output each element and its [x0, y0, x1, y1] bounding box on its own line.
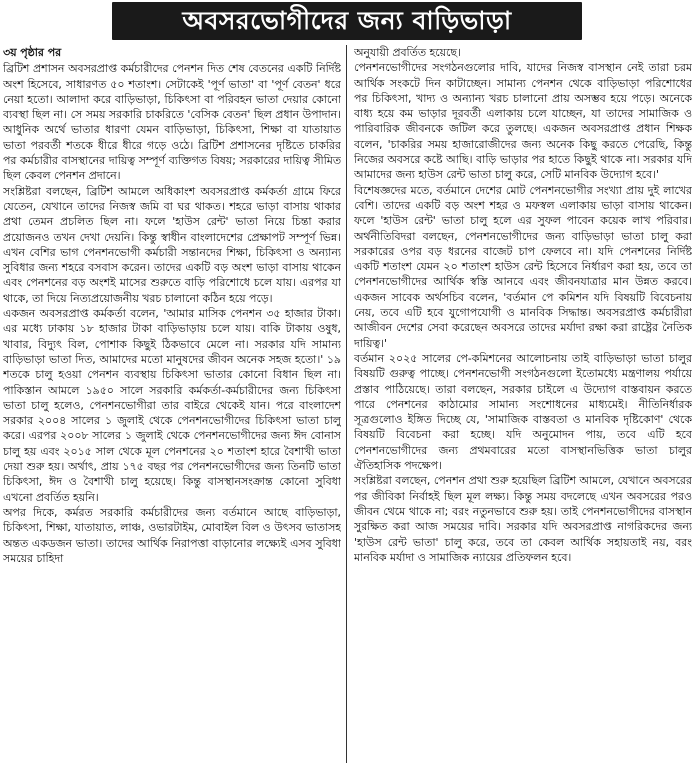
right-column	[354, 45, 692, 765]
paragraph: অনুযায়ী প্রবর্তিত হয়েছে।	[354, 46, 461, 59]
continuation-label: ৩য় পৃষ্ঠার পর	[3, 46, 62, 59]
paragraph: বিশেষজ্ঞদের মতে, বর্তমানে দেশের মোট পেনশনভোগীর সংখ্যা প্রায় দুই লাখের বেশি। তাদের একটি বড় অংশ শহর ও মফস্বল এলাকায় ভাড়া বাসায় থাকেন। ফলে 'হাউস রেন্ট' ভাতা চালু হলে এর সুফল পাবেন কয়েক লাখ পরিবার। অর্থনীতিবিদরা বলছেন, পেনশনভোগীদের জন্য বাড়িভাড়া ভাতা চালু করা সরকারের ওপর বড় ধরনের বাজেট চাপ ফেলবে না। যদি পেনশনের নির্দিষ্ট একটি শতাংশ যেমন ২০ শতাংশ হাউস রেন্ট হিসেবে নির্ধারণ করা হয়, তবে তা পেনশনভোগীদের আর্থিক স্বস্তি আনবে এবং জীবনযাত্রার মান উন্নত করবে। একজন সাবেক অর্থসচিব বলেন, 'বর্তমান পে কমিশন যদি বিষয়টি বিবেচনায় নেয়, তবে এটি হবে যুগোপযোগী ও মানবিক সিদ্ধান্ত। অবসরপ্রাপ্ত কর্মচারীরা আজীবন দেশের সেবা করেছেন অবসরে তাদের মর্যাদা রক্ষা করা রাষ্ট্রের নৈতিক দায়িত্ব।'	[354, 183, 692, 350]
headline-banner	[112, 2, 582, 40]
headline: অবসরভোগীদের জন্য বাড়িভাড়া	[182, 6, 512, 35]
paragraph: পেনশনভোগীদের সংগঠনগুলোর দাবি, যাদের নিজস্ব বাসস্থান নেই তারা চরম আর্থিক সংকটে দিন কাটাচ্ছেন। সামান্য পেনশন থেকে বাড়িভাড়া পরিশোধের পর চিকিৎসা, খাদ্য ও অন্যান্য খরচ চালানো প্রায় অসম্ভব হয়ে পড়ে। অনেকে বাধ্য হয়ে কম ভাড়ার দূরবর্তী এলাকায় চলে যাচ্ছেন, যা তাদের সামাজিক ও পারিবারিক জীবনকে জটিল করে তুলছে। একজন অবসরপ্রাপ্ত প্রধান শিক্ষক বলেন, 'চাকরির সময় হাজারোজীদের জন্য অনেক কিছু করতে পেরেছি, কিন্তু নিজের অবসরে কষ্টে আছি। বাড়ি ভাড়ার পর হাতে কিছুই থাকে না। সরকার যদি আমাদের জন্য হাউস রেন্ট ভাতা চালু করে, সেটি মানবিক উদ্যোগ হবে।'	[354, 61, 692, 182]
paragraph: বর্তমান ২০২৫ সালের পে-কমিশনের আলোচনায় তাই বাড়িভাড়া ভাতা চালুর বিষয়টি গুরুত্ব পাচ্ছে। পেনশনভোগী সংগঠনগুলো ইতোমধ্যে মন্ত্রণালয় পর্যায়ে প্রস্তাব পাঠিয়েছে। তারা বলছেন, সরকার চাইলে এ উদ্যোগ বাস্তবায়ন করতে পারে পেনশনের কাঠামোর সামান্য সংশোধনের মাধ্যমেই। নীতিনির্ধারক সূত্রগুলোও ইঙ্গিত দিচ্ছে যে, 'সামাজিক বাস্তবতা ও মানবিক দৃষ্টিকোণ' থেকে বিষয়টি বিবেচনা করা হচ্ছে। যদি অনুমোদন পায়, তবে এটি হবে পেনশনভোগীদের জন্য প্রথমবারের মতো বাসস্থানভিত্তিক ভাতা চালুর ঐতিহাসিক পদক্ষেপ।	[354, 351, 692, 473]
paragraph: সংশ্লিষ্টরা বলছেন, ব্রিটিশ আমলে অধিকাংশ অবসরপ্রাপ্ত কর্মকর্তা গ্রামে ফিরে যেতেন, যেখানে তাদের নিজস্ব জমি বা ঘর থাকত। শহরে ভাড়া বাসায় থাকার প্রথা তেমন প্রচলিত ছিল না। ফলে 'হাউস রেন্ট' ভাতা নিয়ে চিন্তা করার প্রয়োজনও তখন দেখা দেয়নি। কিন্তু স্বাধীন বাংলাদেশের প্রেক্ষাপট সম্পূর্ণ ভিন্ন। এখন বেশির ভাগ পেনশনভোগী কর্মচারী সন্তানদের শিক্ষা, চিকিৎসা ও অন্যান্য সুবিধার জন্য শহরে বসবাস করেন। তাদের একটি বড় অংশ ভাড়া বাসায় থাকেন এবং পেনশনের বড় অংশই মাসের শুরুতে বাড়ি পরিশোধে চলে যায়। এরপর যা থাকে, তা দিয়ে নিত্যপ্রয়োজনীয় খরচ চালানো কঠিন হয়ে পড়ে।	[3, 184, 341, 305]
paragraph: একজন অবসরপ্রাপ্ত কর্মকর্তা বলেন, 'আমার মাসিক পেনশন ৩৫ হাজার টাকা। এর মধ্যে ঢাকায় ১৮ হাজার টাকা বাড়িভাড়ায় চলে যায়। বাকি টাকায় ওষুধ, খাবার, বিদ্যুৎ বিল, পোশাক কিছুই ঠিকভাবে মেলে না। সরকার যদি সামান্য বাড়িভাড়া ভাতা দিত, আমাদের মতো মানুষদের জীবন অনেক সহজ হতো।' ১৯ শতকে চালু হওয়া পেনশন ব্যবস্থায় চিকিৎসা ভাতার কোনো বিধান ছিল না। পাকিস্তান আমলে ১৯৫০ সালে সরকারি কর্মকর্তা-কর্মচারীদের জন্য চিকিৎসা ভাতা চালু হলেও, পেনশনভোগীরা তার বাইরে থেকেই যান। পরে বাংলাদেশ সরকার ২০০৪ সালের ১ জুলাই থেকে পেনশনভোগীদের চিকিৎসা ভাতা চালু করে। এরপর ২০০৮ সালের ১ জুলাই থেকে পেনশনভোগীদের জন্য ঈদ বোনাস চালু হয় এবং ২০১৫ সাল থেকে মূল পেনশনের ২০ শতাংশ হারে বৈশাখী ভাতা দেয়া শুরু হয়। অর্থাৎ, প্রায় ১৭৫ বছর পর পেনশনভোগীদের জন্য তিনটি ভাতা চিকিৎসা, ঈদ ও বৈশাখী চালু হয়েছে। কিন্তু বাসস্থানসংক্রান্ত কোনো সুবিধা এখনো প্রবর্তিত হয়নি।	[3, 307, 341, 504]
left-column	[3, 45, 341, 765]
paragraph: ব্রিটিশ প্রশাসন অবসরপ্রাপ্ত কর্মচারীদের পেনশন দিত শেষ বেতনের একটি নির্দিষ্ট অংশ হিসেবে, সাধারণত ৫০ শতাংশ। সেটাকেই 'পূর্ণ ভাতা' বা 'পূর্ণ বেতন' ধরে নেয়া হতো। আলাদা করে বাড়িভাড়া, চিকিৎসা বা পরিবহন ভাতা দেয়ার কোনো ব্যবস্থা ছিল না। সে সময় সরকারি চাকরিতে 'বেসিক বেতন' ছিল প্রধান উপাদান। আধুনিক অর্থে ভাতার ধারণা যেমন বাড়িভাড়া, চিকিৎসা, শিক্ষা বা যাতায়াত ভাতা পরবর্তী শতকে ধীরে ধীরে গড়ে ওঠে। ব্রিটিশ প্রশাসনের দৃষ্টিতে চাকরির পর কর্মচারীর বাসস্থানের দায়িত্ব সম্পূর্ণ ব্যক্তিগত বিষয়; সরকারের দায়িত্ব সীমিত ছিল কেবল পেনশন প্রদানে।	[3, 62, 341, 183]
paragraph: সংশ্লিষ্টরা বলছেন, পেনশন প্রথা শুরু হয়েছিল ব্রিটিশ আমলে, যেখানে অবসরের পর জীবিকা নির্বাহই ছিল মূল লক্ষ্য। কিন্তু সময় বদলেছে এখন অবসরের পরও জীবন থেমে থাকে না; বরং নতুনভাবে শুরু হয়। তাই পেনশনভোগীদের বাসস্থান সুরক্ষিত করা আজ সময়ের দাবি। সরকার যদি অবসরপ্রাপ্ত নাগরিকদের জন্য 'হাউস রেন্ট ভাতা' চালু করে, তবে তা কেবল আর্থিক সহায়তাই নয়, বরং মানবিক মর্যাদা ও সামাজিক ন্যায়ের প্রতিফলন হবে।	[354, 474, 692, 564]
paragraph: অপর দিকে, কর্মরত সরকারি কর্মচারীদের জন্য বর্তমানে আছে বাড়িভাড়া, চিকিৎসা, শিক্ষা, যাতায়াত, লাঞ্চ, ওভারটাইম, মোবাইল বিল ও উৎসব ভাতাসহ অন্তত একডজন ভাতা। তাদের আর্থিক নিরাপত্তা বাড়ানোর লক্ষ্যেই এসব সুবিধা সময়ের চাহিদা	[3, 505, 341, 565]
column-divider	[346, 45, 347, 763]
